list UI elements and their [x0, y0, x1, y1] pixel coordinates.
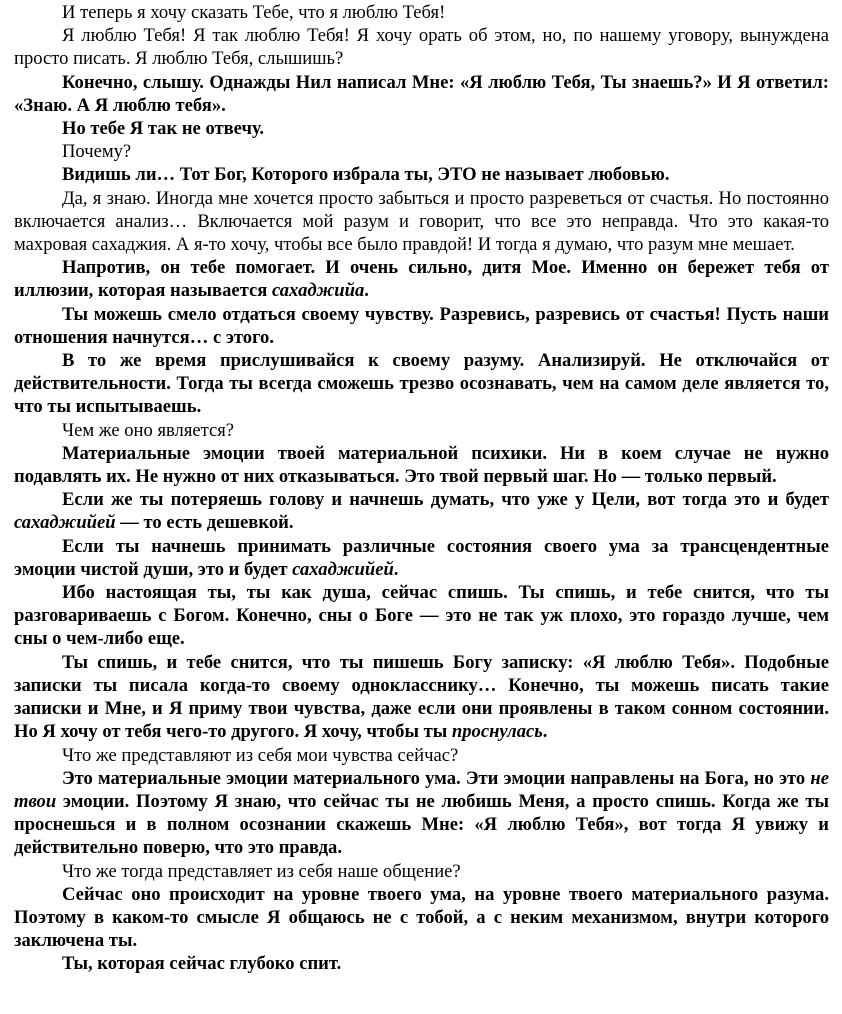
text-run: И теперь я хочу сказать Тебе, что я люблю Тебя!: [62, 2, 446, 23]
italic-term: сахаджийей: [14, 512, 116, 534]
text-run: — то есть дешевкой.: [115, 512, 294, 534]
text-run: Ибо настоящая ты, ты как душа, сейчас спишь. Ты спишь, и тебе снится, что ты разговариваешь с Богом. Конечно, сны о Боге — это не так уж плохо, это гораздо лучше, чем сны о чем-либо еще.: [14, 582, 829, 650]
paragraph: [14, 883, 829, 953]
paragraph: [14, 744, 829, 767]
paragraph: [14, 419, 829, 442]
text-run: Если же ты потеряешь голову и начнешь думать, что уже у Цели, вот тогда это и будет: [62, 489, 829, 511]
paragraph: [14, 117, 829, 140]
text-run: Материальные эмоции твоей материальной психики. Ни в коем случае не нужно подавлять их. Не нужно от них отказываться. Это твой первый шаг. Но — только первый.: [14, 442, 829, 488]
text-run: Конечно, слышу. Однажды Нил написал Мне: «Я люблю Тебя, Ты знаешь?» И Я ответил: «Знаю. А Я люблю тебя».: [14, 71, 829, 116]
text-run: Я люблю Тебя! Я так люблю Тебя! Я хочу орать об этом, но, по нашему уговору, вынуждена просто писать. Я люблю Тебя, слышишь?: [14, 25, 829, 70]
text-run: Ты, которая сейчас глубоко спит.: [62, 953, 342, 975]
paragraph: [14, 24, 829, 70]
text-run: В то же время прислушивайся к своему разуму. Анализируй. Не отключайся от действительности. Тогда ты всегда сможешь трезво осознавать, чем на самом деле является то, что ты испытываешь.: [14, 350, 829, 418]
text-run: .: [364, 280, 369, 302]
paragraph: [14, 349, 829, 419]
paragraph: [14, 303, 829, 349]
paragraph: [14, 187, 829, 257]
text-run: Напротив, он тебе помогает. И очень сильно, дитя Мое. Именно он бережет тебя от иллюзии, которая называется: [14, 257, 829, 302]
text-run: Но тебе Я так не отвечу.: [62, 118, 265, 140]
paragraph: [14, 952, 829, 975]
text-run: Чем же оно является?: [62, 419, 235, 441]
paragraph: [14, 442, 829, 488]
text-run: Если ты начнешь принимать различные состояния своего ума за трансцендентные эмоции чистой души, это и будет: [14, 535, 829, 580]
paragraph: [14, 1, 829, 24]
italic-term: проснулась: [451, 721, 543, 743]
italic-term: не твои: [14, 767, 829, 812]
text-run: .: [542, 721, 548, 743]
paragraph: [14, 860, 829, 883]
paragraph: [14, 163, 829, 186]
paragraph: [14, 535, 829, 581]
paragraph: [14, 140, 829, 163]
text-run: Да, я знаю. Иногда мне хочется просто забыться и просто разреветься от счастья. Но постоянно включается анализ… Включается мой разум и говорит, что все это неправда. Что это какая-то махровая сахаджия. А я-то хочу, чтобы все было правдой! И тогда я думаю, что разум мне мешает.: [14, 187, 829, 256]
paragraph: [14, 767, 829, 860]
text-run: Это материальные эмоции материального ума. Эти эмоции направлены на Бога, но это: [62, 767, 811, 789]
italic-term: сахаджийа: [271, 280, 365, 302]
paragraph: [14, 256, 829, 302]
paragraph: [14, 581, 829, 651]
text-run: эмоции. Поэтому Я знаю, что сейчас ты не любишь Меня, а просто спишь. Когда же ты проснешься и в полном осознании скажешь Мне: «Я люблю Тебя», вот тогда Я увижу и действительно поверю, что это правда.: [14, 790, 829, 859]
text-run: Ты спишь, и тебе снится, что ты пишешь Богу записку: «Я люблю Тебя». Подобные записки ты писала когда-то своему однокласснику… Конечно, ты можешь писать такие записки и Мне, и Я приму твои чувства, даже если они проявлены в таком сонном состоянии. Но Я хочу от тебя чего-то другого. Я хочу, чтобы ты: [14, 651, 829, 743]
text-run: Сейчас оно происходит на уровне твоего ума, на уровне твоего материального разума. Поэтому в каком-то смысле Я общаюсь не с тобой, а с неким механизмом, внутри которого заключена ты.: [14, 883, 829, 952]
text-run: Что же тогда представляет из себя наше общение?: [62, 860, 461, 882]
text-run: Почему?: [62, 141, 132, 163]
paragraph: [14, 71, 829, 117]
paragraph: [14, 651, 829, 744]
italic-term: сахаджийей: [292, 558, 394, 580]
paragraph: [14, 488, 829, 534]
text-run: Ты можешь смело отдаться своему чувству. Разревись, разревись от счастья! Пусть наши отношения начнутся… с этого.: [14, 303, 829, 348]
text-run: Что же представляют из себя мои чувства сейчас?: [62, 744, 459, 766]
text-run: Видишь ли… Тот Бог, Которого избрала ты, ЭТО не называет любовью.: [62, 164, 670, 186]
text-run: .: [393, 558, 399, 580]
